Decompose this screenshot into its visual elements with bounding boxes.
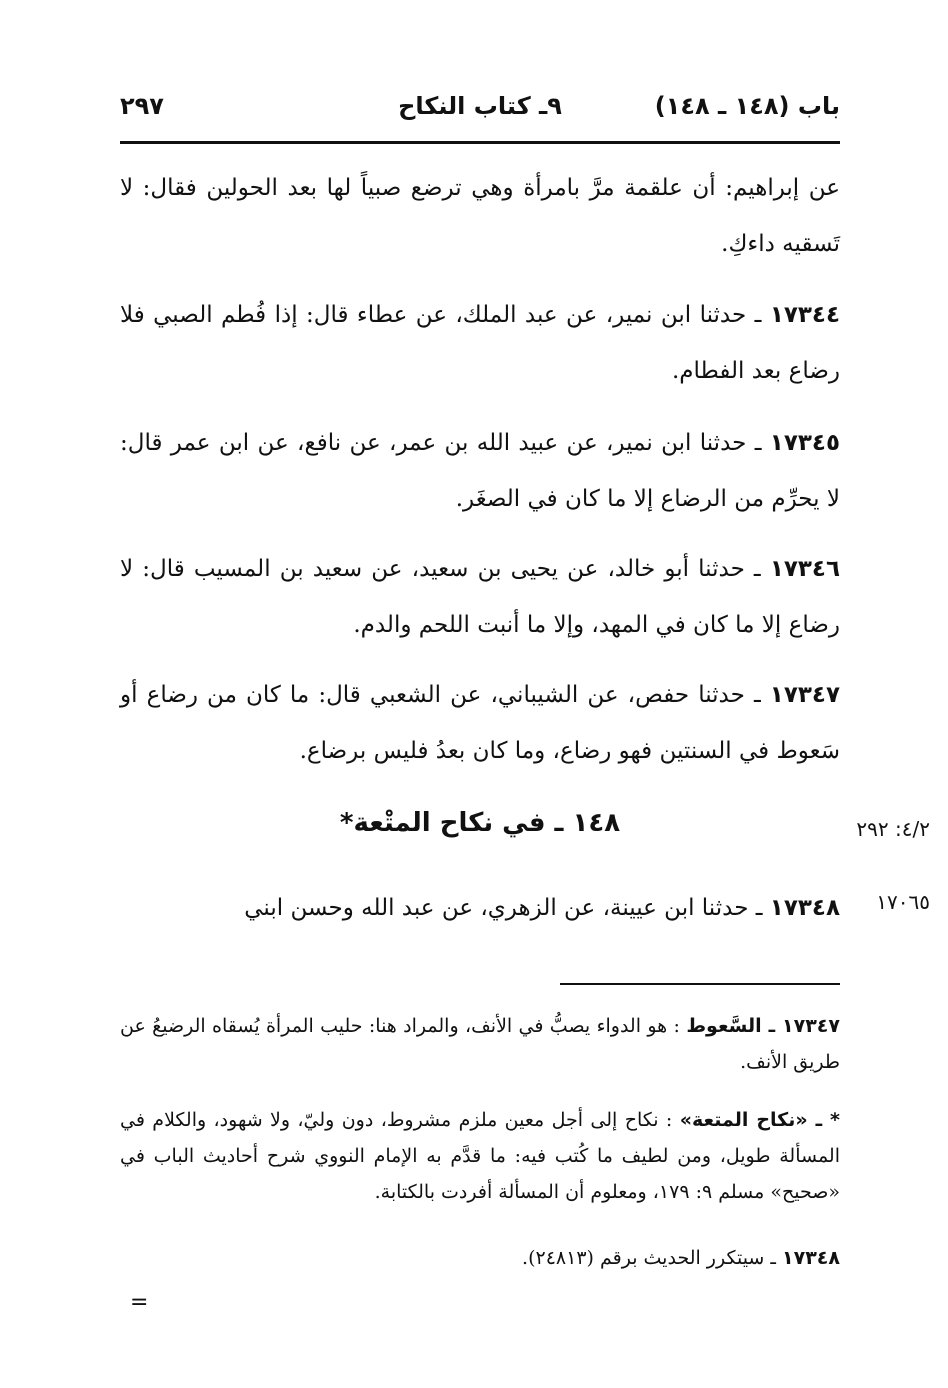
footnote-17347: [120, 1008, 840, 1080]
chapter-margin-ref: ٤/٢: ٢٩٢: [856, 817, 930, 841]
hadith-number: ١٧٣٤٦: [769, 556, 841, 582]
footnote-lead: ١٧٣٤٨: [782, 1247, 840, 1269]
hadith-margin-ref: ١٧٠٦٥: [876, 890, 930, 914]
paragraph-text: ـ حدثنا ابن نمير، عن عبد الملك، عن عطاء قال: إذا فُطم الصبي فلا رضاع بعد الفطام.: [120, 302, 840, 384]
hadith-17346: [120, 541, 840, 653]
paragraph-continuation: [120, 160, 840, 272]
footnote-text: ـ سيتكرر الحديث برقم (٢٤٨١٣).: [522, 1247, 776, 1269]
continuation-mark: =: [130, 1290, 149, 1315]
hadith-17345: [120, 415, 840, 527]
footnote-mutah: [120, 1102, 840, 1210]
paragraph-text: عن إبراهيم: أن علقمة مرَّ بامرأة وهي ترضع صبياً لها بعد الحولين فقال: لا تَسقيه داءكِ.: [120, 175, 840, 257]
footnote-text: : نكاح إلى أجل معين ملزم مشروط، دون وليّ، ولا شهود، والكلام في المسألة طويل، ومن لطيف ما كُتب فيه: ما قدَّم به الإمام النووي شرح أحاديث الباب في «صحيح» مسلم ٩: ١٧٩، ومعلوم أن المسألة أفردت بالكتابة.: [120, 1109, 840, 1203]
hadith-number: ١٧٣٤٥: [769, 430, 840, 456]
hadith-17347: [120, 667, 840, 779]
paragraph-text: ـ حدثنا أبو خالد، عن يحيى بن سعيد، عن سعيد بن المسيب قال: لا رضاع إلا ما كان في المهد، وإلا ما أنبت اللحم والدم.: [120, 556, 840, 638]
section-range: باب (١٤٨ ـ ١٤٨): [654, 92, 840, 120]
book-title: ٩ـ كتاب النكاح: [398, 92, 562, 120]
paragraph-text: ـ حدثنا حفص، عن الشيباني، عن الشعبي قال: ما كان من رضاع أو سَعوط في السنتين فهو رضاع، وما كان بعدُ فليس برضاع.: [120, 682, 840, 764]
page-number: ٢٩٧: [120, 92, 164, 120]
footnote-17348: [120, 1240, 840, 1276]
hadith-number: ١٧٣٤٧: [769, 682, 840, 708]
hadith-17344: [120, 287, 840, 399]
header-rule: [120, 141, 840, 144]
footnote-lead: * ـ «نكاح المتعة»: [679, 1109, 840, 1131]
chapter-title: ١٤٨ ـ في نكاح المتْعة*: [339, 808, 621, 838]
hadith-number: ١٧٣٤٨: [769, 895, 840, 921]
paragraph-text: ـ حدثنا ابن عيينة، عن الزهري، عن عبد الله وحسن ابني: [244, 895, 763, 921]
hadith-17348: [120, 880, 840, 936]
hadith-number: ١٧٣٤٤: [769, 302, 841, 328]
page-header: [120, 92, 840, 132]
footnote-lead: ١٧٣٤٧ ـ السَّعوط: [686, 1015, 840, 1037]
footnote-rule: [560, 983, 840, 985]
footnote-text: : هو الدواء يصبُّ في الأنف، والمراد هنا: حليب المرأة يُسقاه الرضيعُ عن طريق الأنف.: [120, 1015, 840, 1073]
paragraph-text: ـ حدثنا ابن نمير، عن عبيد الله بن عمر، عن نافع، عن ابن عمر قال: لا يحرِّم من الرضاع إلا ما كان في الصغَر.: [120, 430, 840, 512]
